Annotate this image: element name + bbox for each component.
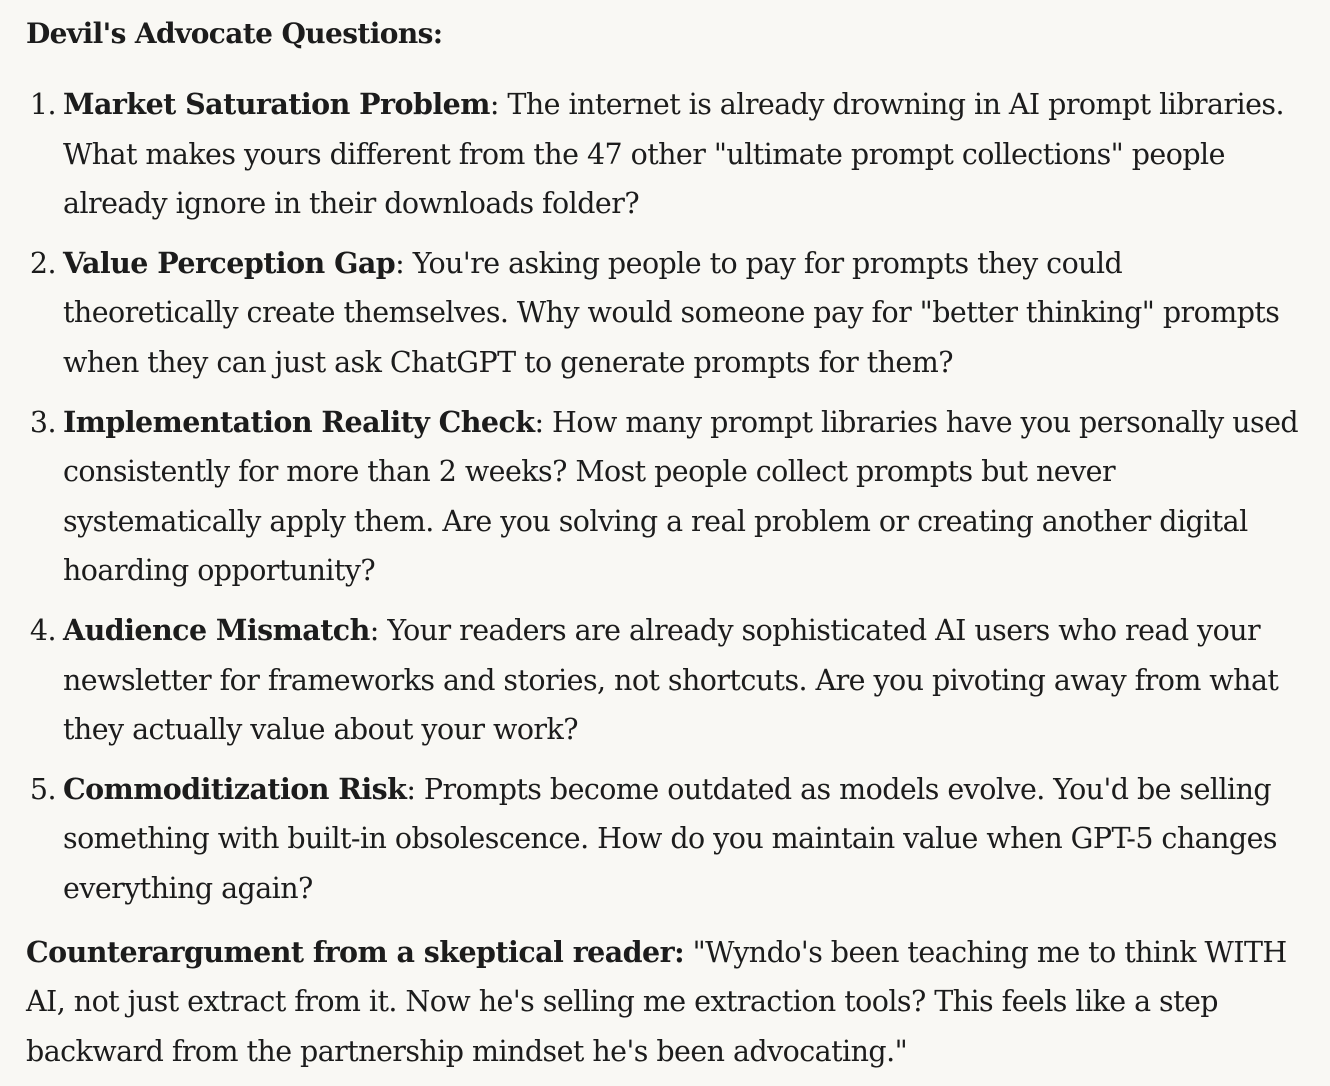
list-item-body: The internet is already drowning in AI prompt libraries. What makes yours different from the 47 other "ultimate prompt collections" people already ignore in their downloads folder?	[63, 88, 1284, 221]
counterargument-paragraph	[26, 928, 1304, 1077]
list-item-separator: :	[406, 772, 424, 806]
list-item-title: Value Perception Gap	[63, 245, 396, 280]
list-item-separator: :	[534, 405, 553, 439]
list-item-title: Audience Mismatch	[63, 612, 370, 647]
list-item-number: 1.	[29, 88, 56, 121]
list-item-number: 2.	[29, 246, 56, 280]
list-item-body: Your readers are already sophisticated AI users who read your newsletter for frameworks and stories, not shortcuts. Are you pivoting away from what they actually value about your work?	[63, 613, 1279, 747]
list-item	[26, 606, 1304, 755]
list-item-separator: :	[369, 613, 388, 647]
list-item	[26, 239, 1304, 388]
list-item-number: 5.	[29, 772, 56, 806]
list-item-title: Implementation Reality Check	[63, 404, 535, 439]
list-item-number: 4.	[29, 613, 56, 647]
counterargument-separator	[684, 936, 693, 969]
list-item	[26, 80, 1304, 229]
section-heading: Devil's Advocate Questions:	[26, 17, 443, 50]
list-item-body: You're asking people to pay for prompts they could theoretically create themselves. Why would someone pay for "better thinking" prompts when they can just ask ChatGPT to generate prompts for them?	[63, 246, 1280, 379]
questions-list	[26, 80, 1304, 914]
counterargument-quote: "Wyndo's been teaching me to think WITH AI, not just extract from it. Now he's selling me extraction tools? This feels like a step backward from the partnership mindset he's been advocating."	[26, 935, 1287, 1068]
list-item	[26, 398, 1304, 596]
list-item-number: 3.	[29, 405, 56, 439]
list-item-separator: :	[489, 88, 508, 121]
counterargument-label: Counterargument from a skeptical reader:	[26, 934, 685, 969]
list-item-body: Prompts become outdated as models evolve. You'd be selling something with built-in obsolescence. How do you maintain value when GPT-5 changes everything again?	[63, 772, 1277, 905]
list-item	[26, 765, 1304, 914]
list-item-title: Commoditization Risk	[63, 771, 407, 806]
list-item-body: How many prompt libraries have you personally used consistently for more than 2 weeks? Most people collect prompts but never systematically apply them. Are you solving a real problem or creating another digital hoarding opportunity?	[63, 405, 1299, 588]
list-item-title: Market Saturation Problem	[63, 87, 490, 121]
list-item-separator: :	[395, 246, 413, 280]
